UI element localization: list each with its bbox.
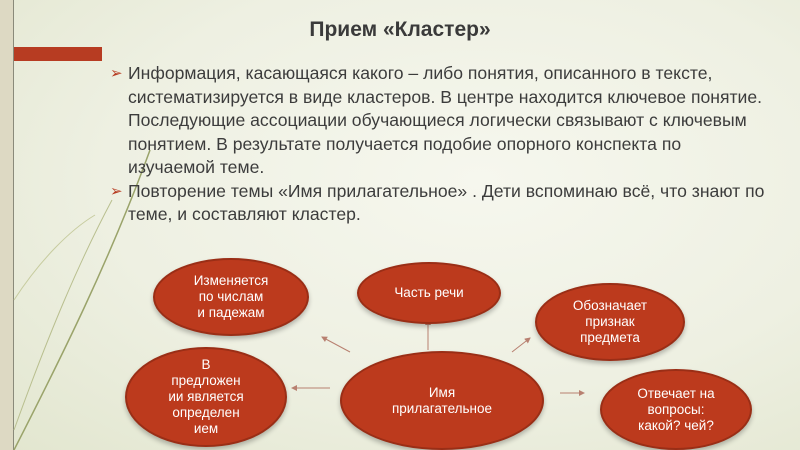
node-denotes <box>535 283 685 361</box>
arrow-bullet-icon: ➢ <box>110 182 123 200</box>
node-part-of-speech-label: Часть речи <box>394 285 464 300</box>
node-answers-label: Отвечает на вопросы: какой? чей? <box>637 385 715 433</box>
slide-title: Прием «Кластер» <box>309 18 491 41</box>
node-changes <box>153 258 309 336</box>
node-denotes-label: Обозначает признак предмета <box>572 298 648 345</box>
node-in-sentence <box>125 347 287 447</box>
node-answers <box>600 369 752 450</box>
bullet-text: Повторение темы «Имя прилагательное» . Дети вспоминаю всё, что знают по теме, и составляют кластер. <box>128 180 765 224</box>
arrow-to-denotes <box>512 338 530 352</box>
arrow-to-changes <box>322 337 350 352</box>
bullet-text: Информация, касающаяся какого – либо понятия, описанного в тексте, систематизируется в виде кластеров. В центре находится ключевое понятие. Последующие ассоциации обучающиеся логически связывают с ключевым понятием. В результате получается подобие опорного конспекта по изучаемой теме. <box>128 63 763 177</box>
node-center <box>340 351 544 450</box>
arrow-bullet-icon: ➢ <box>110 65 123 82</box>
node-part-of-speech <box>357 262 501 324</box>
node-center-label: Имя прилагательное <box>391 384 493 416</box>
node-in-sentence-label: В предложен ии является определен ием <box>168 357 244 436</box>
node-changes-label: Изменяется по числам и падежам <box>193 273 269 320</box>
